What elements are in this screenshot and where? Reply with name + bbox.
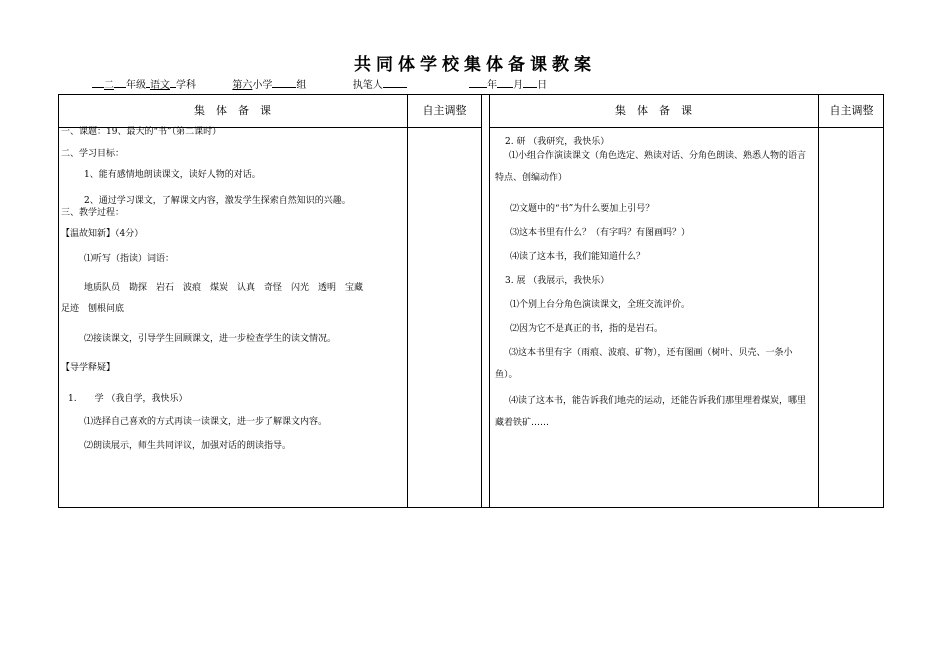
month-blank [497,78,513,88]
vocabulary-list-continued: 足迹 刨根问底 [61,304,125,314]
research-item-4: ⑷读了这本书，我们能知道什么？ [510,252,646,262]
lesson-topic: 一、课题：19、最大的“书”（第二课时） [61,127,222,137]
self-study-item-1: ⑴选择自己喜欢的方式再读一读课文，进一步了解课文内容。 [84,417,328,427]
group-blank [272,78,296,88]
objective-1: 1、能有感情地朗读课文，读好人物的对话。 [84,170,261,180]
grade-blank-right [114,78,126,88]
header-rule-right [489,127,884,128]
grade-label: 年级 [126,80,146,91]
vocabulary-list: 地质队员 勘探 岩石 波痕 煤炭 认真 奇怪 闪光 透明 宝藏 [84,283,364,293]
research-item-2: ⑵文题中的“书”为什么要加上引号？ [510,204,655,214]
self-study-item-2: ⑵朗读展示，师生共同评议，加强对话的朗读指导。 [84,441,292,451]
review-reading-step: ⑵接读课文，引导学生回顾课文，进一步检查学生的读文情况。 [84,334,337,344]
day-blank [523,78,537,88]
subject-label: 学科 [176,80,196,91]
year-label: 年 [487,80,498,91]
day-label: 日 [537,80,548,91]
author-label: 执笔人 [352,80,383,91]
objectives-heading: 二、学习目标： [61,149,125,159]
header-info-line [92,76,547,91]
document-title: 共同体学校集体备课教案 [354,55,596,75]
col-header-self-adjust-right: 自主调整 [829,104,874,117]
grade-value: 二 [104,80,114,91]
presentation-step: 3. 展 （我展示，我快乐） [505,276,610,286]
table-divider-3 [489,94,490,508]
review-section-heading: 【温故知新】（4分） [61,229,144,239]
process-heading: 三、教学过程： [61,208,125,218]
school-value: 第六 [232,80,253,91]
school-label: 小学 [252,80,273,91]
table-divider-4 [818,94,819,508]
presentation-item-2: ⑵因为它不是真正的书，指的是岩石。 [510,324,664,334]
col-header-collective-prep-right: 集 体 备 课 [615,104,692,117]
objective-2: 2、通过学习课文，了解课文内容，激发学生探索自然知识的兴趣。 [84,196,351,206]
grade-blank-left [92,78,104,88]
author-blank [383,78,407,88]
group-label: 组 [296,80,307,91]
presentation-item-4: ⑷读了这本书，能告诉我们地壳的运动，还能告诉我们那里埋着煤炭，哪里藏着铁矿…… [495,396,807,428]
subject-value: 语文 [150,80,170,91]
presentation-item-3: ⑶这本书里有字（雨痕、波痕、矿物），还有图画（树叶、贝壳、一条小鱼）。 [495,348,793,380]
research-item-1: ⑴小组合作演读课文（角色选定、熟读对话、分角色朗读、熟悉人物的语言特点、创编动作） [495,151,807,183]
year-blank [469,78,487,88]
col-header-self-adjust-left: 自主调整 [422,104,467,117]
guided-learning-heading: 【导学释疑】 [61,363,116,373]
research-step: 2. 研 （我研究，我快乐） [505,137,610,147]
col-header-collective-prep-left: 集 体 备 课 [194,104,271,117]
dictation-instruction: ⑴听写（指读）词语： [84,254,175,264]
table-divider-2 [481,94,482,508]
self-study-step: 1. 学 （我自学，我快乐） [68,394,188,404]
table-divider-1 [407,94,408,508]
research-item-3: ⑶这本书里有什么？（有字吗？有图画吗？） [510,228,691,238]
month-label: 月 [513,80,524,91]
presentation-item-1: ⑴个别上台分角色演读课文，全班交流评价。 [510,300,691,310]
